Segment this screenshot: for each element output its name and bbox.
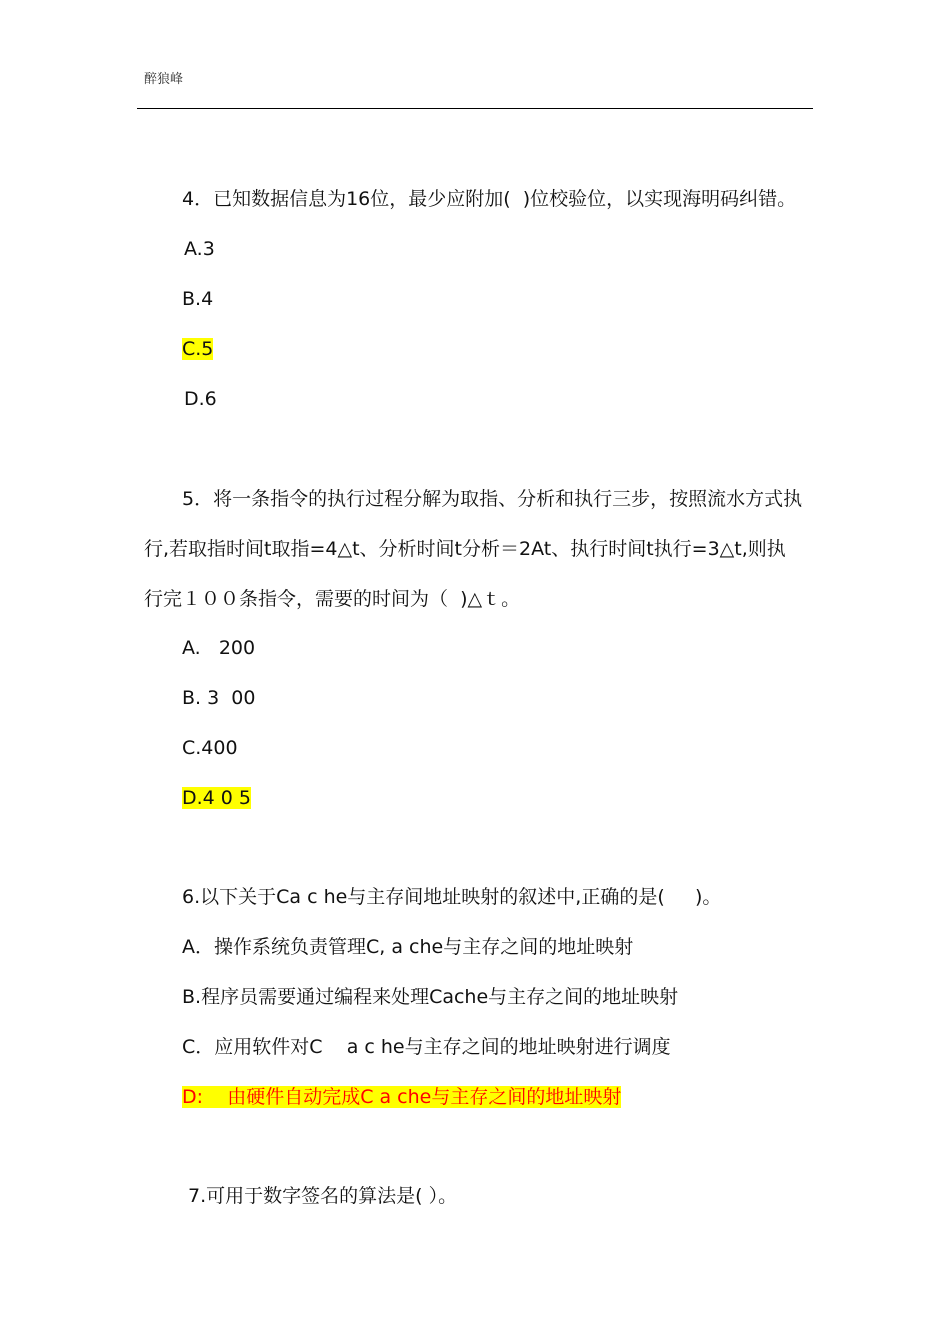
question-5-stem-line-3: 行完１００条指令，需要的时间为（ )△ｔ。 — [144, 588, 521, 610]
question-6-option-c: C．应用软件对C a c he与主存之间的地址映射进行调度 — [182, 1036, 671, 1058]
question-4-option-d: D.6 — [184, 388, 217, 410]
header-divider — [137, 108, 813, 109]
header-author: 醉狼峰 — [144, 72, 184, 87]
question-5-stem-line-1: 5．将一条指令的执行过程分解为取指、分析和执行三步，按照流水方式执 — [182, 488, 803, 510]
question-6-option-d-answer: D: 由硬件自动完成C a che与主存之间的地址映射 — [182, 1086, 622, 1108]
question-5-option-a: A. 200 — [182, 637, 256, 659]
question-6-stem: 6.以下关于Ca c he与主存间地址映射的叙述中,正确的是( )。 — [182, 886, 722, 908]
question-5-option-d-answer: D.4 0 5 — [182, 787, 252, 809]
question-6-option-a: A．操作系统负责管理C, a che与主存之间的地址映射 — [182, 936, 634, 958]
question-4-option-a: A.3 — [184, 238, 215, 260]
question-6-option-b: B.程序员需要通过编程来处理Cache与主存之间的地址映射 — [182, 986, 679, 1008]
question-4-option-c-answer: C.5 — [182, 338, 214, 360]
question-5-option-c: C.400 — [182, 737, 238, 759]
question-5-option-b: B. 3 00 — [182, 687, 256, 709]
question-4-option-b: B.4 — [182, 288, 214, 310]
question-5-stem-line-2: 行,若取指时间t取指=4△t、分析时间t分析＝2At、执行时间t执行=3△t,则执 — [144, 538, 786, 560]
question-4-stem: 4．已知数据信息为16位，最少应附加( )位校验位，以实现海明码纠错。 — [182, 188, 797, 210]
question-7-stem: 7.可用于数字签名的算法是( ）。 — [182, 1185, 458, 1207]
